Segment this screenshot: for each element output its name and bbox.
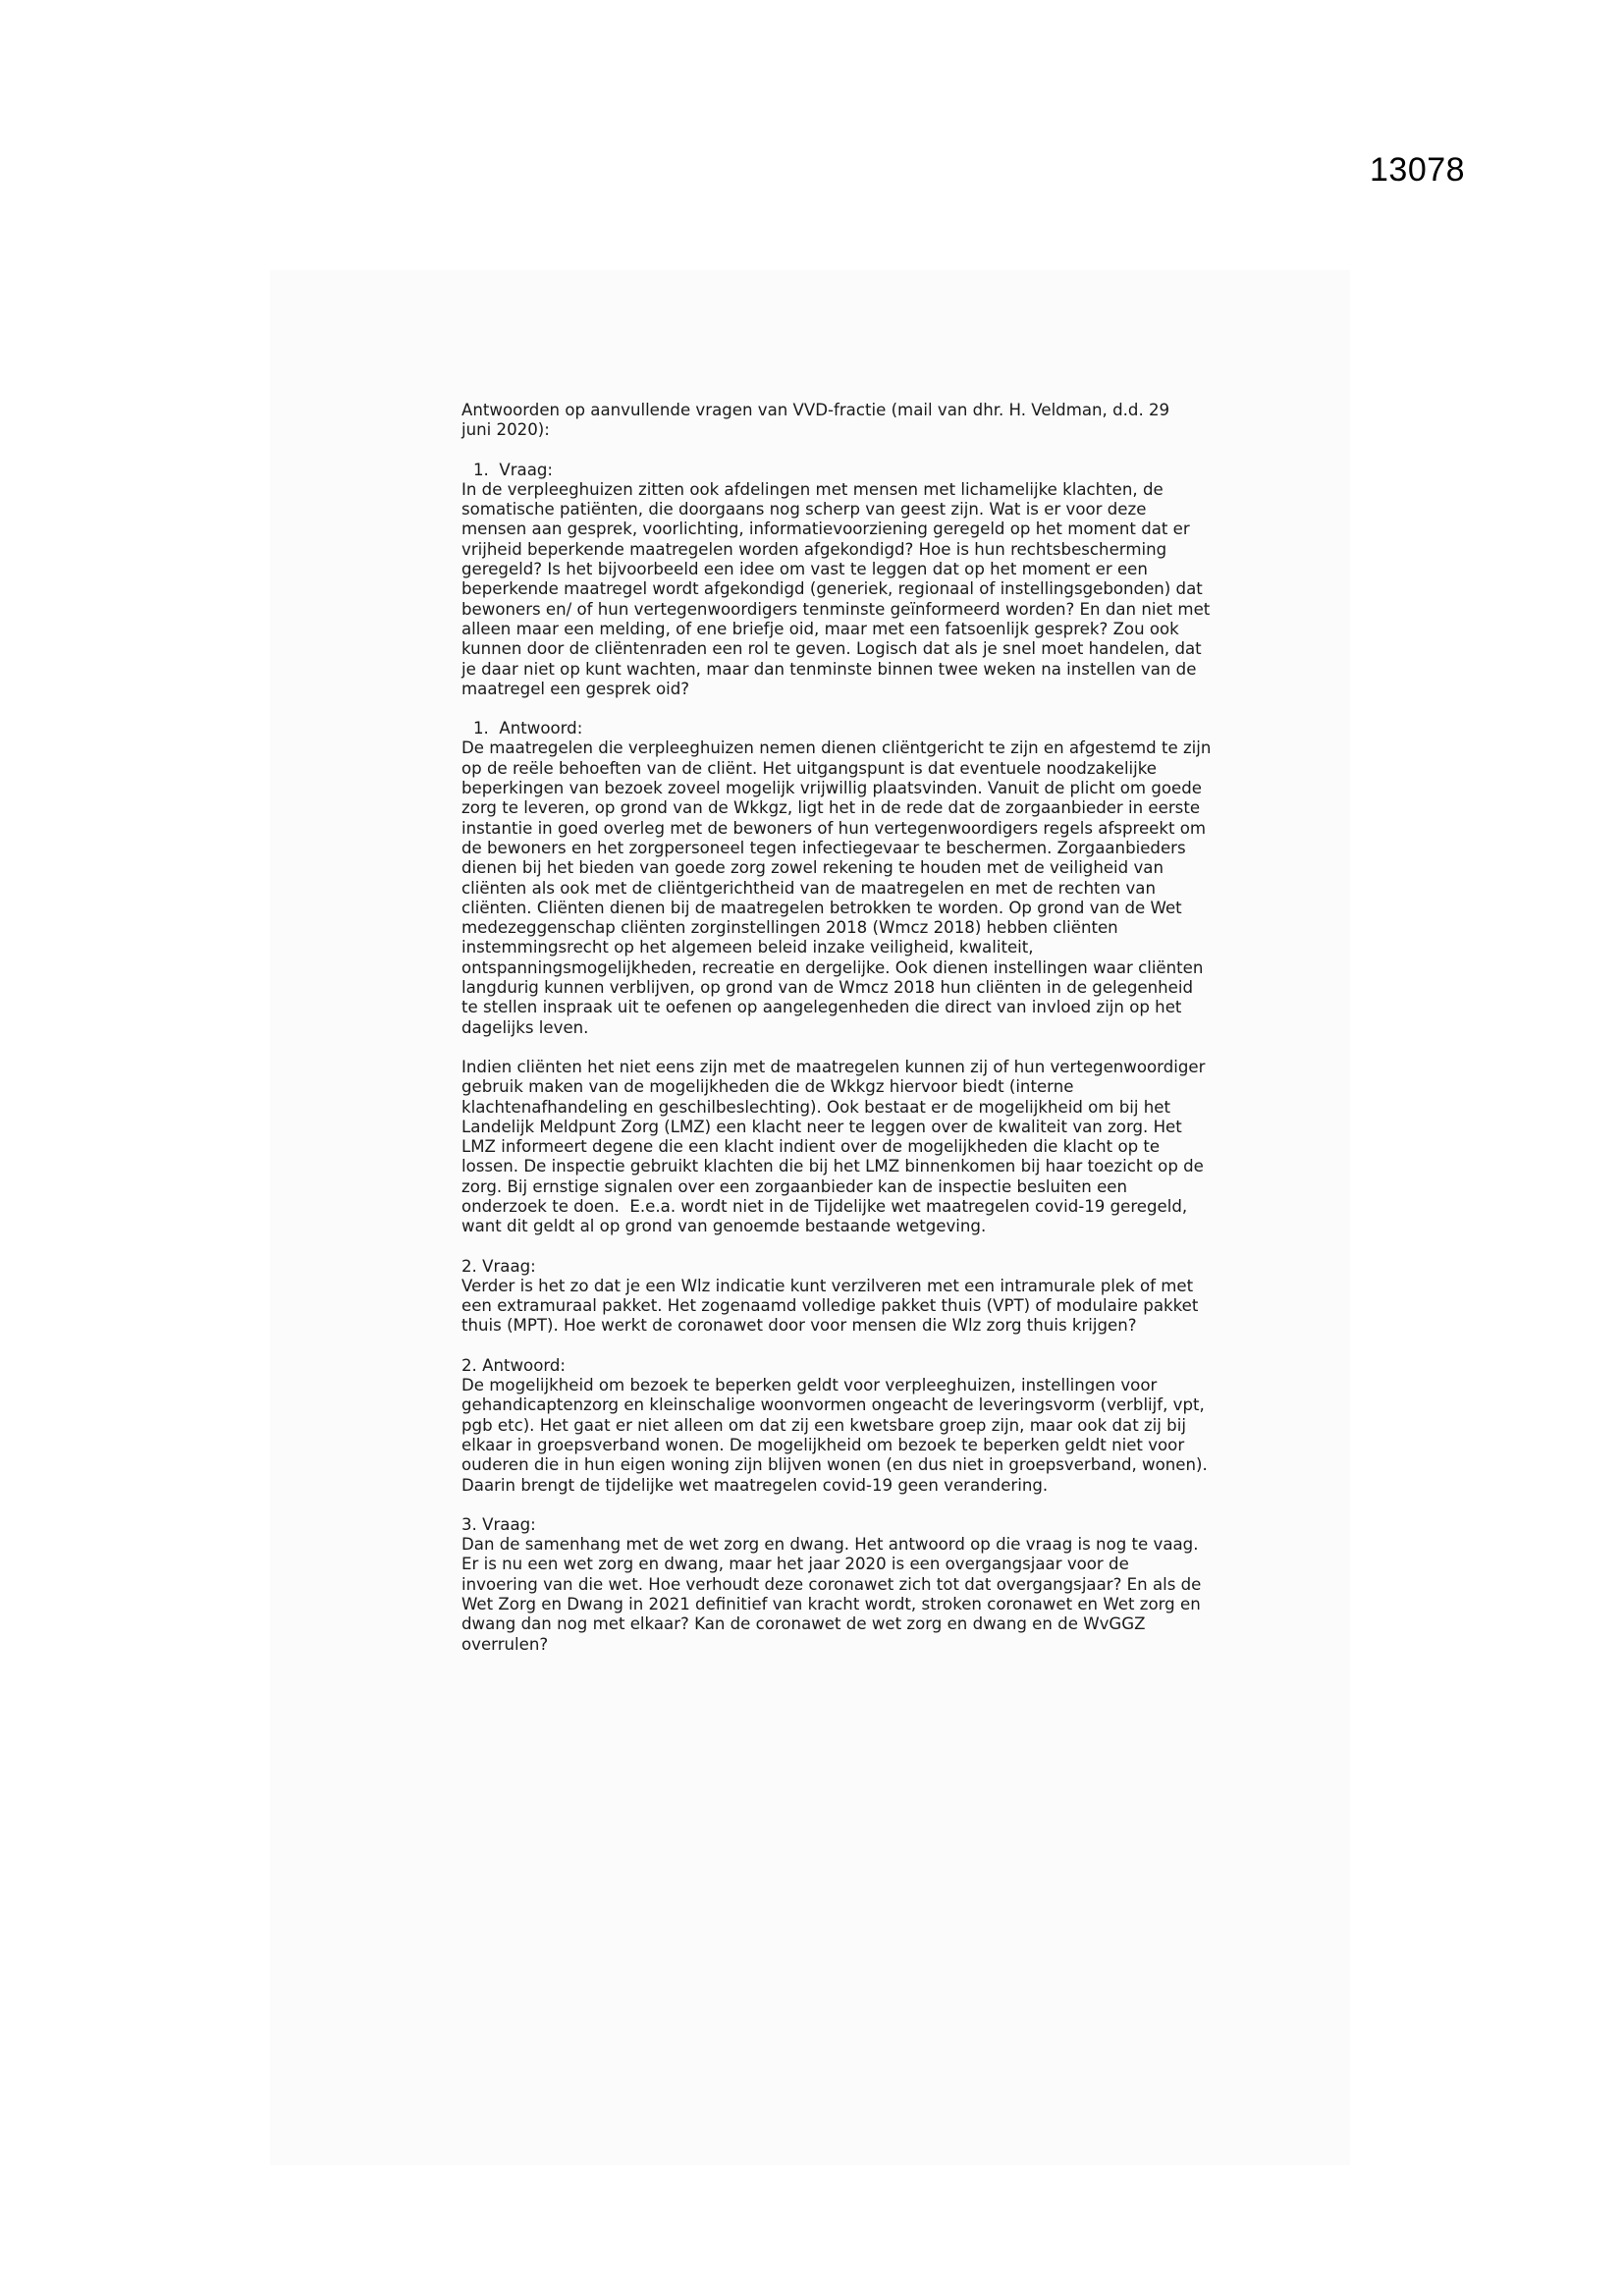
answer-1-heading: 1. Antwoord: bbox=[473, 719, 583, 738]
page-number: 13078 bbox=[1370, 151, 1466, 189]
question-3-text: Dan de samenhang met de wet zorg en dwang. Het antwoord op die vraag is nog te vaag. Er is nu een wet zorg en dwang, maar het jaar 2020 is een overgangsjaar voor de invoering van die wet. Hoe verhoudt deze coronawet zich tot dat overgangsjaar? En als de Wet Zorg en Dwang in 2021 definitief van kracht wordt, stroken coronawet en Wet zorg en dwang dan nog met elkaar? Kan de coronawet de wet zorg en dwang en de WvGGZ overrulen? bbox=[461, 1535, 1202, 1654]
answer-2-text: De mogelijkheid om bezoek te beperken geldt voor verpleeghuizen, instellingen voor gehandicaptenzorg en kleinschalige woonvormen ongeacht de leveringsvorm (verblijf, vpt, pgb etc). Het gaat er niet alleen om dat zij een kwetsbare groep zijn, maar ook dat zij bij elkaar in groepsverband wonen. De mogelijkheid om bezoek te beperken geldt niet voor ouderen die in hun eigen woning zijn blijven wonen (en dus niet in groepsverband, wonen). Daarin brengt de tijdelijke wet maatregelen covid-19 geen verandering. bbox=[461, 1376, 1208, 1495]
intro-paragraph: Antwoorden op aanvullende vragen van VVD-fractie (mail van dhr. H. Veldman, d.d. 29 juni 2020): bbox=[461, 401, 1170, 440]
question-1-text: In de verpleeghuizen zitten ook afdelingen met mensen met lichamelijke klachten, de somatische patiënten, die doorgaans nog scherp van geest zijn. Wat is er voor deze mensen aan gesprek, voorlichting, informatievoorziening geregeld op het moment dat er vrijheid beperkende maatregelen worden afgekondigd? Hoe is hun rechtsbescherming geregeld? Is het bijvoorbeeld een idee om vast te leggen dat op het moment er een beperkende maatregel wordt afgekondigd (generiek, regionaal of instellingsgebonden) dat bewoners en/ of hun vertegenwoordigers tenminste geïnformeerd worden? En dan niet met alleen maar een melding, of ene briefje oid, maar met een fatsoenlijk gesprek? Zou ook kunnen door de cliëntenraden een rol te geven. Logisch dat als je snel moet handelen, dat je daar niet op kunt wachten, maar dan tenminste binnen twee weken na instellen van de maatregel een gesprek oid? bbox=[461, 479, 1211, 698]
question-2-heading: 2. Vraag: bbox=[461, 1256, 536, 1276]
question-2-text: Verder is het zo dat je een Wlz indicatie kunt verzilveren met een intramurale plek of met een extramuraal pakket. Het zogenaamd volledige pakket thuis (VPT) of modulaire pakket thuis (MPT). Hoe werkt de coronawet door voor mensen die Wlz zorg thuis krijgen? bbox=[461, 1276, 1199, 1336]
question-3-heading: 3. Vraag: bbox=[461, 1514, 536, 1534]
answer-1-paragraph-1: De maatregelen die verpleeghuizen nemen dienen cliëntgericht te zijn en afgestemd te zijn op de reële behoeften van de cliënt. Het uitgangspunt is dat eventuele noodzakelijke beperkingen van bezoek zoveel mogelijk vrijwillig plaatsvinden. Vanuit de plicht om goede zorg te leveren, op grond van de Wkkgz, ligt het in de rede dat de zorgaanbieder in eerste instantie in goed overleg met de bewoners of hun vertegenwoordigers regels afspreekt om de bewoners en het zorgpersoneel tegen infectiegevaar te beschermen. Zorgaanbieders dienen bij het bieden van goede zorg zowel rekening te houden met de veiligheid van cliënten als ook met de cliëntgerichtheid van de maatregelen en met de rechten van cliënten. Cliënten dienen bij de maatregelen betrokken te worden. Op grond van de Wet medezeggenschap cliënten zorginstellingen 2018 (Wmcz 2018) hebben cliënten instemmingsrecht op het algemeen beleid inzake veiligheid, kwaliteit, ontspanningsmogelijkheden, recreatie en dergelijke. Ook dienen instellingen waar cliënten langdurig kunnen verblijven, op grond van de Wmcz 2018 hun cliënten in de gelegenheid te stellen inspraak uit te oefenen op aangelegenheden die direct van invloed zijn op het dagelijks leven. bbox=[461, 738, 1212, 1037]
document-body bbox=[461, 401, 1237, 1655]
question-1-heading: 1. Vraag: bbox=[473, 460, 554, 479]
answer-1-paragraph-2: Indien cliënten het niet eens zijn met de maatregelen kunnen zij of hun vertegenwoordiger gebruik maken van de mogelijkheden die de Wkkgz hiervoor biedt (interne klachtenafhandeling en geschilbeslechting). Ook bestaat er de mogelijkheid om bij het Landelijk Meldpunt Zorg (LMZ) een klacht neer te leggen over de kwaliteit van zorg. Het LMZ informeert degene die een klacht indient over de mogelijkheden die klacht op te lossen. De inspectie gebruikt klachten die bij het LMZ binnenkomen bij haar toezicht op de zorg. Bij ernstige signalen over een zorgaanbieder kan de inspectie besluiten een onderzoek te doen. E.e.a. wordt niet in de Tijdelijke wet maatregelen covid-19 geregeld, want dit geldt al op grond van genoemde bestaande wetgeving. bbox=[461, 1057, 1206, 1236]
answer-2-heading: 2. Antwoord: bbox=[461, 1355, 567, 1375]
